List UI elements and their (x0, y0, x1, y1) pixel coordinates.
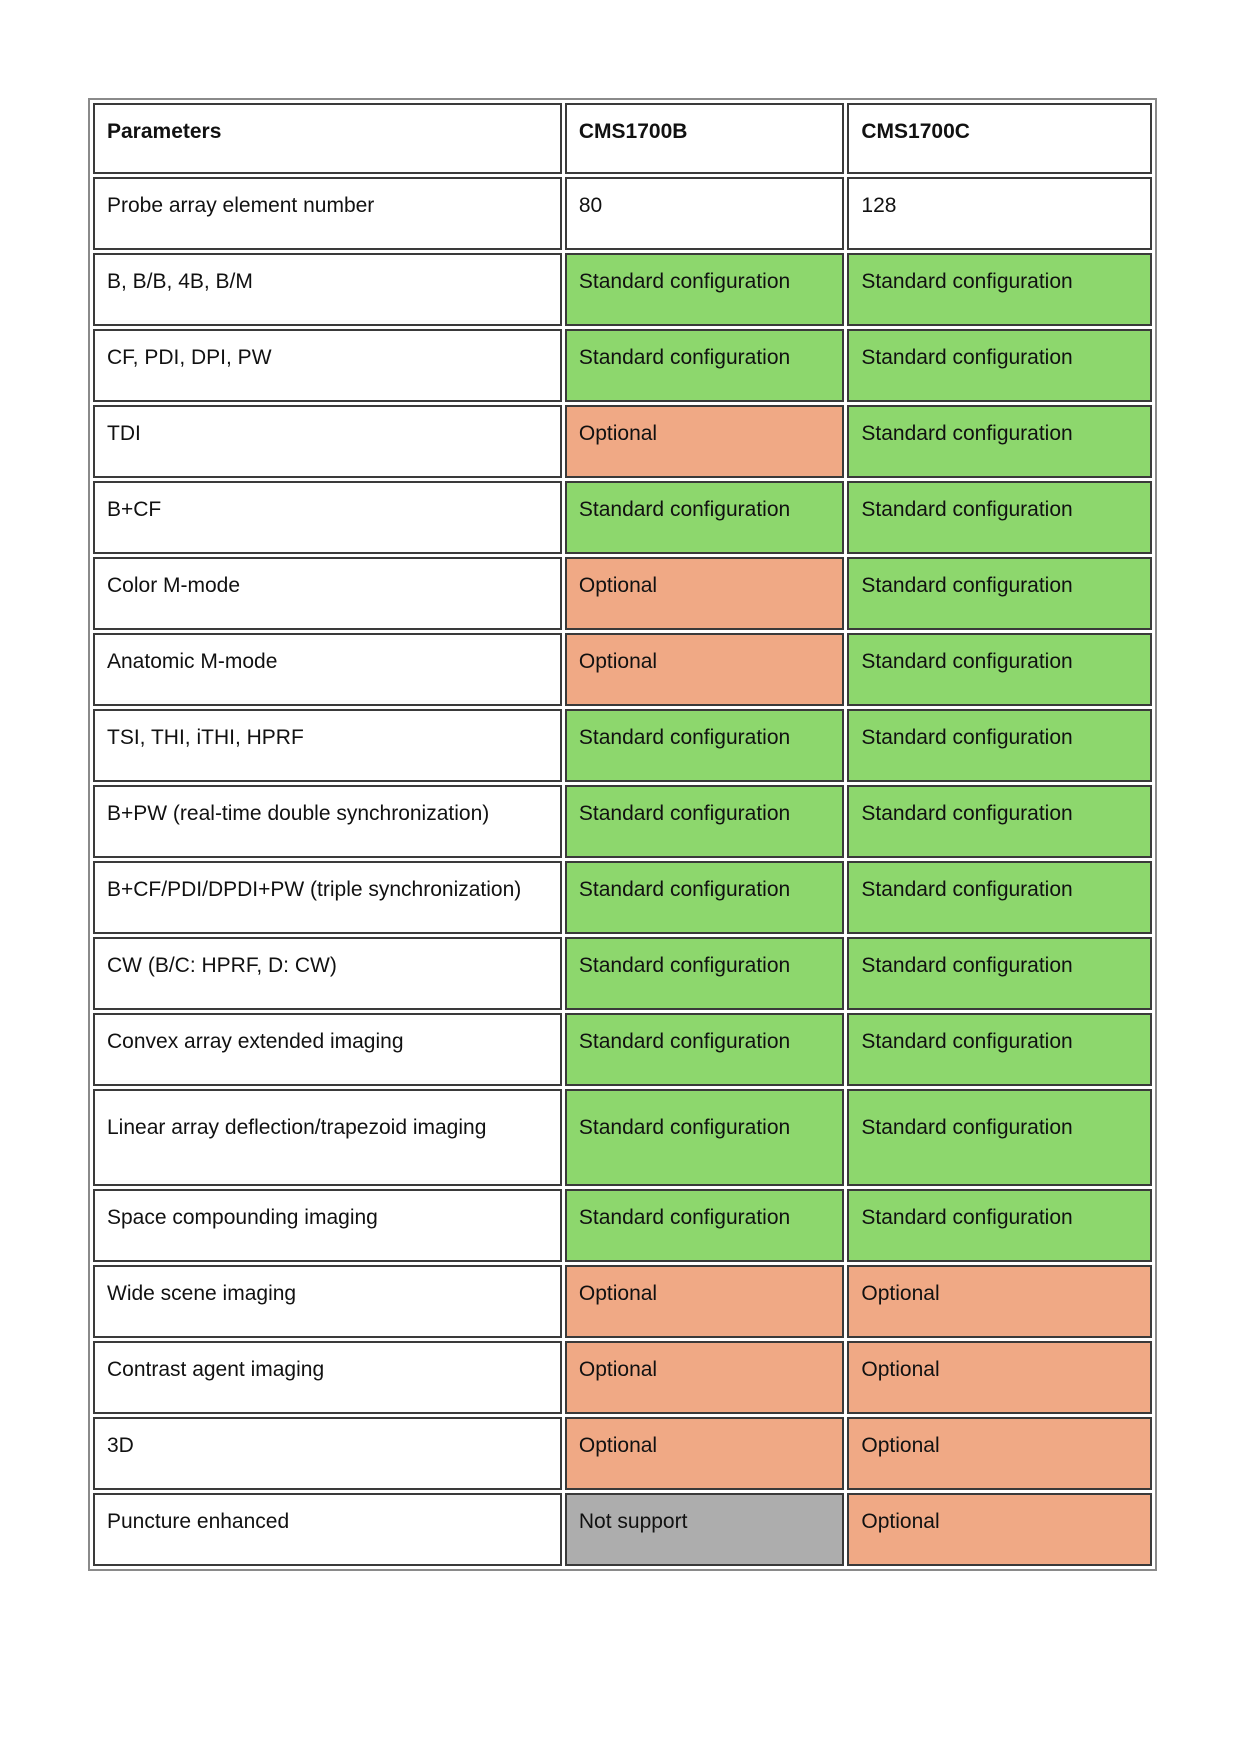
table-row (93, 1013, 1152, 1086)
cms1700b-cell: Standard configuration (565, 1013, 845, 1086)
param-cell: TDI (93, 405, 562, 478)
cms1700c-cell: Standard configuration (847, 481, 1152, 554)
table-row (93, 1089, 1152, 1186)
param-cell: Anatomic M-mode (93, 633, 562, 706)
cms1700b-cell: Not support (565, 1493, 845, 1566)
param-cell: Wide scene imaging (93, 1265, 562, 1338)
cms1700b-cell: Optional (565, 1417, 845, 1490)
cms1700b-cell: Optional (565, 405, 845, 478)
table-row (93, 557, 1152, 630)
table-row (93, 861, 1152, 934)
document-page (88, 98, 1157, 1571)
cms1700c-cell: Optional (847, 1417, 1152, 1490)
param-cell: Puncture enhanced (93, 1493, 562, 1566)
cms1700b-cell: Optional (565, 633, 845, 706)
table-row (93, 481, 1152, 554)
table-row (93, 633, 1152, 706)
header-cms1700c: CMS1700C (847, 103, 1152, 174)
cms1700b-cell: Standard configuration (565, 709, 845, 782)
cms1700c-cell: Standard configuration (847, 785, 1152, 858)
param-cell: CW (B/C: HPRF, D: CW) (93, 937, 562, 1010)
param-cell: Color M-mode (93, 557, 562, 630)
param-cell: B, B/B, 4B, B/M (93, 253, 562, 326)
cms1700b-cell: Optional (565, 1265, 845, 1338)
cms1700c-cell: Standard configuration (847, 1089, 1152, 1186)
param-cell: B+PW (real-time double synchronization) (93, 785, 562, 858)
cms1700b-cell: Standard configuration (565, 329, 845, 402)
param-cell: Space compounding imaging (93, 1189, 562, 1262)
cms1700b-cell: Standard configuration (565, 253, 845, 326)
cms1700c-cell: Standard configuration (847, 253, 1152, 326)
table-row (93, 1417, 1152, 1490)
cms1700b-cell: Standard configuration (565, 1189, 845, 1262)
param-cell: 3D (93, 1417, 562, 1490)
cms1700c-cell: Optional (847, 1493, 1152, 1566)
header-parameters: Parameters (93, 103, 562, 174)
table-row (93, 329, 1152, 402)
spec-comparison-table (88, 98, 1157, 1571)
cms1700c-cell: Standard configuration (847, 709, 1152, 782)
cms1700b-cell: Standard configuration (565, 861, 845, 934)
cms1700c-cell: Standard configuration (847, 937, 1152, 1010)
table-row (93, 785, 1152, 858)
table-row (93, 1265, 1152, 1338)
cms1700c-cell: Optional (847, 1341, 1152, 1414)
cms1700c-cell: Standard configuration (847, 861, 1152, 934)
param-cell: Convex array extended imaging (93, 1013, 562, 1086)
header-cms1700b: CMS1700B (565, 103, 845, 174)
table-row (93, 1189, 1152, 1262)
cms1700b-cell: 80 (565, 177, 845, 250)
cms1700c-cell: Standard configuration (847, 329, 1152, 402)
cms1700c-cell: Standard configuration (847, 1013, 1152, 1086)
cms1700b-cell: Standard configuration (565, 937, 845, 1010)
param-cell: CF, PDI, DPI, PW (93, 329, 562, 402)
param-cell: B+CF (93, 481, 562, 554)
cms1700b-cell: Standard configuration (565, 1089, 845, 1186)
cms1700c-cell: Standard configuration (847, 557, 1152, 630)
table-row (93, 709, 1152, 782)
cms1700c-cell: Optional (847, 1265, 1152, 1338)
param-cell: TSI, THI, iTHI, HPRF (93, 709, 562, 782)
table-row (93, 1341, 1152, 1414)
param-cell: Contrast agent imaging (93, 1341, 562, 1414)
cms1700b-cell: Standard configuration (565, 785, 845, 858)
table-row (93, 253, 1152, 326)
table-header-row (93, 103, 1152, 174)
cms1700c-cell: 128 (847, 177, 1152, 250)
param-cell: B+CF/PDI/DPDI+PW (triple synchronization) (93, 861, 562, 934)
table-row (93, 937, 1152, 1010)
cms1700c-cell: Standard configuration (847, 1189, 1152, 1262)
cms1700b-cell: Optional (565, 557, 845, 630)
cms1700c-cell: Standard configuration (847, 405, 1152, 478)
cms1700b-cell: Optional (565, 1341, 845, 1414)
param-cell: Linear array deflection/trapezoid imaging (93, 1089, 562, 1186)
table-row (93, 405, 1152, 478)
cms1700c-cell: Standard configuration (847, 633, 1152, 706)
table-row (93, 1493, 1152, 1566)
table-row (93, 177, 1152, 250)
cms1700b-cell: Standard configuration (565, 481, 845, 554)
param-cell: Probe array element number (93, 177, 562, 250)
